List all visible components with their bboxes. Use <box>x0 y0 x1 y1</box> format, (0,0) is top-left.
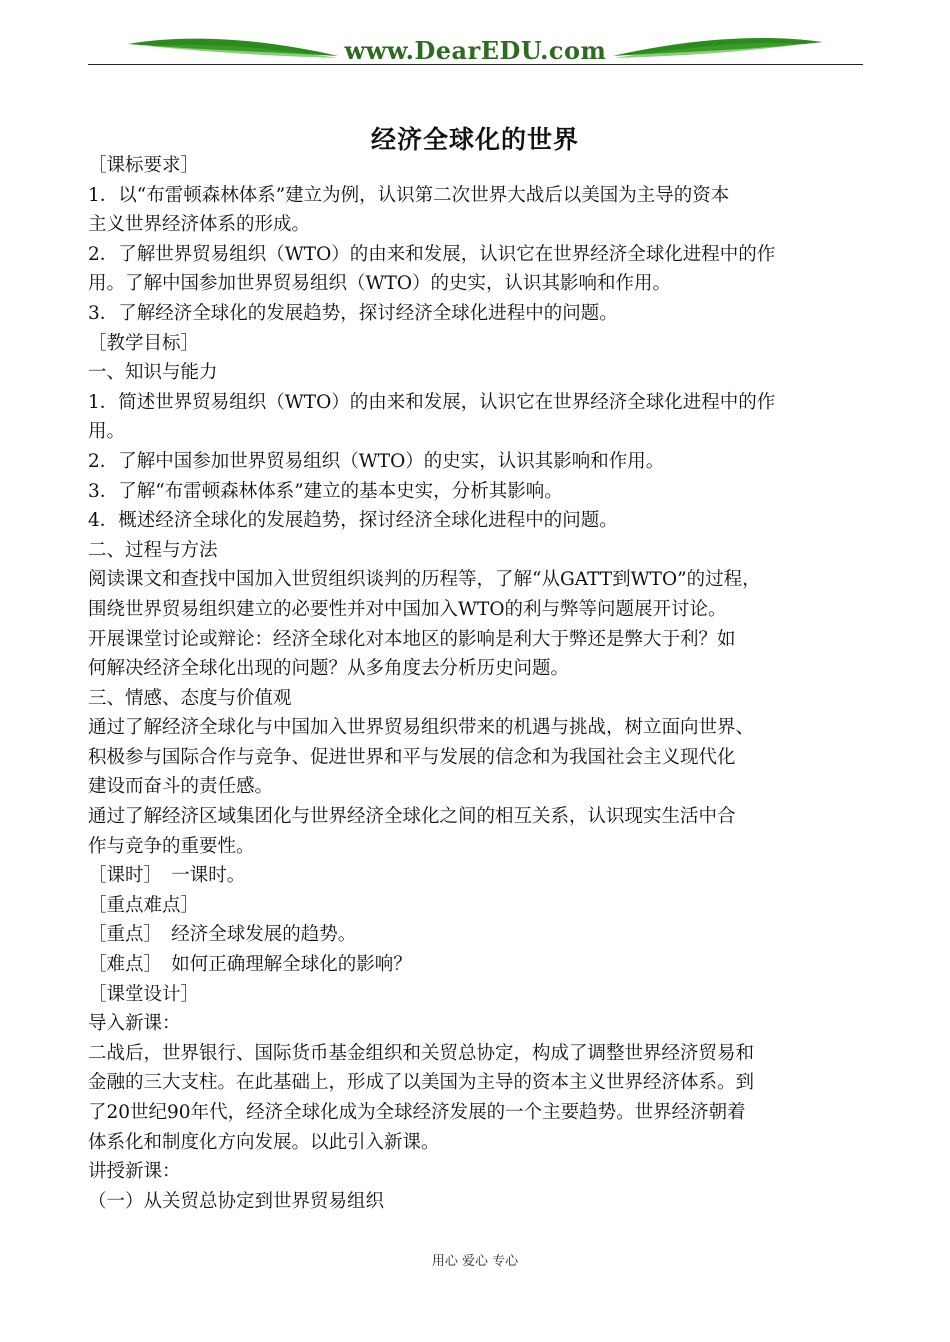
text-line: 3．了解“布雷顿森林体系”建立的基本史实，分析其影响。 <box>88 480 563 502</box>
text-line: （一）从关贸总协定到世界贸易组织 <box>88 1190 385 1212</box>
text-line: 二、过程与方法 <box>88 539 218 561</box>
text-line: 导入新课： <box>88 1013 181 1035</box>
text-line: 1．简述世界贸易组织（WTO）的由来和发展，认识它在世界经济全球化进程中的作 <box>88 391 776 413</box>
text-line: 建设而奋斗的责任感。 <box>88 776 274 798</box>
text-line: 积极参与国际合作与竞争、促进世界和平与发展的信念和为我国社会主义现代化 <box>88 746 736 768</box>
text-line: 用。了解中国参加世界贸易组织（WTO）的史实，认识其影响和作用。 <box>88 273 672 295</box>
text-line: 2．了解中国参加世界贸易组织（WTO）的史实，认识其影响和作用。 <box>88 450 665 472</box>
text-line: ［难点］ 如何正确理解全球化的影响？ <box>88 954 412 976</box>
text-line: 阅读课文和查找中国加入世贸组织谈判的历程等，了解“从GATT到WTO”的过程， <box>88 569 761 591</box>
text-line: 作与竞争的重要性。 <box>88 835 255 857</box>
text-line: 用。 <box>88 421 126 443</box>
text-line: 主义世界经济体系的形成。 <box>88 214 311 236</box>
text-line: 3．了解经济全球化的发展趋势，探讨经济全球化进程中的问题。 <box>88 302 618 324</box>
text-line: 通过了解经济区域集团化与世界经济全球化之间的相互关系，认识现实生活中合 <box>88 806 736 828</box>
page-footer: 用心 爱心 专心 <box>431 1254 519 1269</box>
text-line: ［课标要求］ <box>88 155 200 176</box>
text-line: 开展课堂讨论或辩论：经济全球化对本地区的影响是利大于弊还是弊大于利？如 <box>88 628 736 650</box>
text-line: 一、知识与能力 <box>88 362 218 384</box>
text-line: 1．以“布雷顿森林体系”建立为例，认识第二次世界大战后以美国为主导的资本 <box>88 184 730 206</box>
text-line: 讲授新课： <box>88 1161 181 1183</box>
text-line: 4．概述经济全球化的发展趋势，探讨经济全球化进程中的问题。 <box>88 510 618 532</box>
text-line: ［教学目标］ <box>88 332 200 354</box>
text-line: 三、情感、态度与价值观 <box>88 687 292 709</box>
site-header <box>88 28 863 78</box>
text-line: ［重点］ 经济全球发展的趋势。 <box>88 924 357 946</box>
text-line: ［课时］ 一课时。 <box>88 865 246 887</box>
text-line: 金融的三大支柱。在此基础上，形成了以美国为主导的资本主义世界经济体系。到 <box>88 1072 755 1094</box>
text-line: 围绕世界贸易组织建立的必要性并对中国加入WTO的利与弊等问题展开讨论。 <box>88 598 727 620</box>
text-line: ［课堂设计］ <box>88 983 200 1005</box>
text-line: ［重点难点］ <box>88 894 200 916</box>
document-title: 经济全球化的世界 <box>370 125 579 154</box>
text-line: 二战后，世界银行、国际货币基金组织和关贸总协定，构成了调整世界经济贸易和 <box>88 1042 755 1064</box>
text-line: 了20世纪90年代，经济全球化成为全球经济发展的一个主要趋势。世界经济朝着 <box>88 1102 746 1123</box>
text-line: 2．了解世界贸易组织（WTO）的由来和发展，认识它在世界经济全球化进程中的作 <box>88 243 776 265</box>
header-divider <box>88 64 863 65</box>
document-body <box>88 151 868 1216</box>
text-line: 通过了解经济全球化与中国加入世界贸易组织带来的机遇与挑战，树立面向世界、 <box>88 717 755 739</box>
text-line: 何解决经济全球化出现的问题？从多角度去分析历史问题。 <box>88 658 570 680</box>
site-logo[interactable]: www.DearEDU.com <box>344 36 607 65</box>
text-line: 体系化和制度化方向发展。以此引入新课。 <box>88 1131 440 1153</box>
